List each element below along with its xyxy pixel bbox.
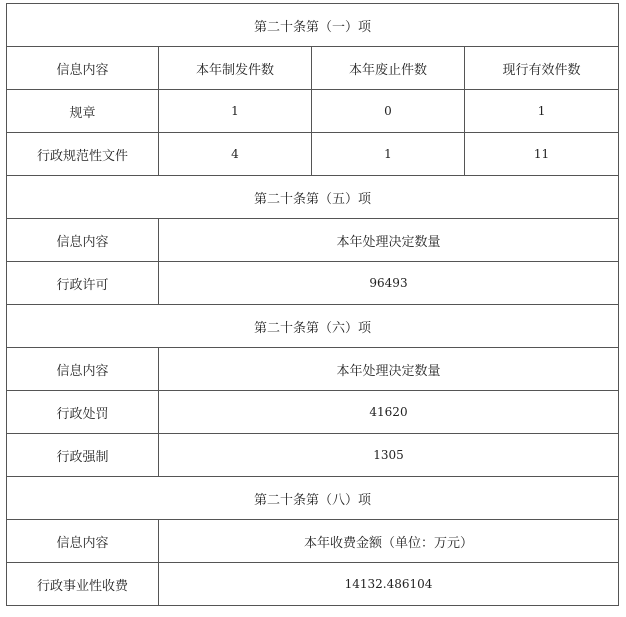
header-cell-count: 本年处理决定数量: [159, 219, 619, 262]
row-value: 0: [312, 90, 465, 133]
row-label: 行政处罚: [7, 391, 159, 434]
row-label: 行政事业性收费: [7, 563, 159, 606]
header-cell-content: 信息内容: [7, 47, 159, 90]
row-value: 11: [465, 133, 619, 176]
section-title-row: [7, 4, 619, 47]
row-label: 行政许可: [7, 262, 159, 305]
row-value: 1: [465, 90, 619, 133]
header-cell-abolished: 本年废止件数: [312, 47, 465, 90]
table-row: [7, 391, 619, 434]
header-cell-content: 信息内容: [7, 219, 159, 262]
row-value: 1: [312, 133, 465, 176]
header-cell-issued: 本年制发件数: [159, 47, 312, 90]
section-title: 第二十条第（八）项: [7, 477, 619, 520]
row-label: 行政强制: [7, 434, 159, 477]
row-label: 规章: [7, 90, 159, 133]
table-header-row: [7, 520, 619, 563]
table-row: [7, 262, 619, 305]
row-value: 4: [159, 133, 312, 176]
row-value: 1305: [159, 434, 619, 477]
header-cell-valid: 现行有效件数: [465, 47, 619, 90]
disclosure-table-container: [6, 3, 619, 606]
section-title-row: [7, 305, 619, 348]
row-value: 14132.486104: [159, 563, 619, 606]
table-row: [7, 563, 619, 606]
row-value: 96493: [159, 262, 619, 305]
table-row: [7, 133, 619, 176]
header-cell-amount: 本年收费金额（单位：万元）: [159, 520, 619, 563]
row-value: 1: [159, 90, 312, 133]
section-title: 第二十条第（一）项: [7, 4, 619, 47]
disclosure-table: [6, 3, 619, 606]
table-row: [7, 90, 619, 133]
table-row: [7, 434, 619, 477]
section-title: 第二十条第（五）项: [7, 176, 619, 219]
row-value: 41620: [159, 391, 619, 434]
section-title-row: [7, 176, 619, 219]
table-header-row: [7, 219, 619, 262]
header-cell-content: 信息内容: [7, 348, 159, 391]
section-title: 第二十条第（六）项: [7, 305, 619, 348]
table-header-row: [7, 348, 619, 391]
row-label: 行政规范性文件: [7, 133, 159, 176]
header-cell-count: 本年处理决定数量: [159, 348, 619, 391]
section-title-row: [7, 477, 619, 520]
header-cell-content: 信息内容: [7, 520, 159, 563]
table-header-row: [7, 47, 619, 90]
